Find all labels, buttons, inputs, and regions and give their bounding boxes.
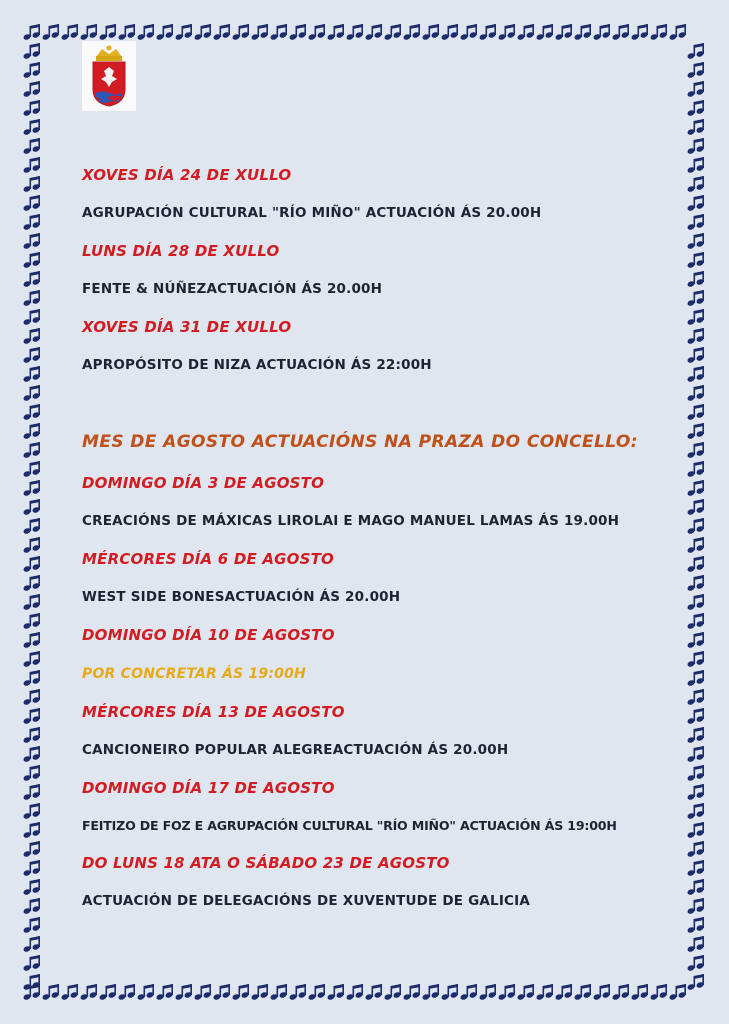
- music-note-icon: [687, 62, 705, 79]
- music-note-icon: [23, 157, 41, 174]
- music-note-icon: [687, 651, 705, 668]
- aug-13-date: MÉRCORES DÍA 13 DE AGOSTO: [82, 703, 345, 721]
- music-note-icon: [687, 271, 705, 288]
- music-note-icon: [687, 689, 705, 706]
- music-note-icon: [23, 765, 41, 782]
- music-note-icon: [327, 984, 345, 1001]
- music-note-icon: [687, 328, 705, 345]
- music-note-icon: [23, 594, 41, 611]
- music-note-icon: [422, 984, 440, 1001]
- music-note-icon: [327, 24, 345, 41]
- music-note-icon: [23, 461, 41, 478]
- music-note-icon: [308, 984, 326, 1001]
- music-note-icon: [23, 366, 41, 383]
- july-24-date: XOVES DÍA 24 DE XULLO: [82, 166, 292, 184]
- music-note-icon: [687, 556, 705, 573]
- music-note-icon: [23, 195, 41, 212]
- music-note-icon: [137, 24, 155, 41]
- music-note-icon: [612, 24, 630, 41]
- music-note-icon: [384, 984, 402, 1001]
- music-note-icon: [687, 955, 705, 972]
- music-note-icon: [61, 24, 79, 41]
- music-note-icon: [479, 984, 497, 1001]
- music-note-icon: [232, 24, 250, 41]
- music-note-icon: [23, 860, 41, 877]
- music-note-icon: [23, 822, 41, 839]
- music-note-icon: [23, 499, 41, 516]
- music-note-icon: [23, 480, 41, 497]
- music-note-icon: [593, 984, 611, 1001]
- music-note-icon: [687, 157, 705, 174]
- music-note-icon: [213, 984, 231, 1001]
- music-note-icon: [687, 81, 705, 98]
- music-note-icon: [687, 138, 705, 155]
- aug-6-event: WEST SIDE BONESACTUACIÓN ÁS 20.00H: [82, 589, 401, 605]
- music-note-icon: [687, 119, 705, 136]
- music-note-icon: [687, 898, 705, 915]
- july-28-event: FENTE & NÚÑEZACTUACIÓN ÁS 20.00H: [82, 281, 383, 297]
- music-note-icon: [99, 984, 117, 1001]
- music-note-icon: [555, 984, 573, 1001]
- music-note-icon: [687, 537, 705, 554]
- music-note-icon: [687, 43, 705, 60]
- music-note-icon: [23, 290, 41, 307]
- music-note-icon: [23, 651, 41, 668]
- aug-6-date: MÉRCORES DÍA 6 DE AGOSTO: [82, 550, 335, 568]
- music-note-icon: [289, 984, 307, 1001]
- music-note-icon: [687, 423, 705, 440]
- music-note-icon: [479, 24, 497, 41]
- music-note-icon: [687, 499, 705, 516]
- music-note-icon: [23, 746, 41, 763]
- music-note-icon: [23, 613, 41, 630]
- music-note-icon: [687, 518, 705, 535]
- music-note-icon: [118, 24, 136, 41]
- music-note-icon: [687, 727, 705, 744]
- music-note-icon: [42, 984, 60, 1001]
- music-note-icon: [687, 100, 705, 117]
- music-note-icon: [687, 442, 705, 459]
- music-note-icon: [536, 24, 554, 41]
- music-note-icon: [384, 24, 402, 41]
- music-note-icon: [23, 176, 41, 193]
- music-note-icon: [365, 24, 383, 41]
- music-note-icon: [118, 984, 136, 1001]
- music-note-icon: [687, 841, 705, 858]
- music-note-icon: [612, 984, 630, 1001]
- music-note-icon: [687, 575, 705, 592]
- music-note-icon: [669, 984, 687, 1001]
- music-note-icon: [23, 43, 41, 60]
- music-note-icon: [574, 24, 592, 41]
- coat-of-arms: [82, 41, 136, 111]
- music-note-icon: [23, 917, 41, 934]
- music-note-icon: [460, 24, 478, 41]
- music-note-icon: [23, 81, 41, 98]
- music-note-icon: [194, 984, 212, 1001]
- music-note-icon: [631, 24, 649, 41]
- music-note-icon: [251, 24, 269, 41]
- music-note-icon: [80, 24, 98, 41]
- music-note-icon: [631, 984, 649, 1001]
- aug-17-event: FEITIZO DE FOZ E AGRUPACIÓN CULTURAL "RÍO MIÑO" ACTUACIÓN ÁS 19:00H: [82, 818, 617, 833]
- music-note-icon: [687, 708, 705, 725]
- music-note-icon: [687, 936, 705, 953]
- music-note-icon: [687, 385, 705, 402]
- music-note-icon: [517, 24, 535, 41]
- music-note-icon: [687, 176, 705, 193]
- music-note-icon: [23, 518, 41, 535]
- music-note-icon: [687, 309, 705, 326]
- music-note-icon: [687, 670, 705, 687]
- aug-18-23-date: DO LUNS 18 ATA O SÁBADO 23 DE AGOSTO: [82, 854, 450, 872]
- music-note-icon: [23, 347, 41, 364]
- music-note-icon: [23, 309, 41, 326]
- july-31-event: APROPÓSITO DE NIZA ACTUACIÓN ÁS 22:00H: [82, 357, 432, 373]
- music-note-icon: [460, 984, 478, 1001]
- music-note-icon: [555, 24, 573, 41]
- music-note-icon: [593, 24, 611, 41]
- music-note-icon: [23, 138, 41, 155]
- music-note-icon: [498, 984, 516, 1001]
- music-note-icon: [687, 480, 705, 497]
- music-note-icon: [23, 214, 41, 231]
- music-note-icon: [194, 24, 212, 41]
- music-note-icon: [213, 24, 231, 41]
- music-note-icon: [687, 613, 705, 630]
- music-note-icon: [23, 119, 41, 136]
- music-note-icon: [61, 984, 79, 1001]
- music-note-icon: [365, 984, 383, 1001]
- music-note-icon: [687, 803, 705, 820]
- music-note-icon: [687, 974, 705, 991]
- music-note-icon: [403, 24, 421, 41]
- music-note-icon: [156, 984, 174, 1001]
- music-note-icon: [23, 252, 41, 269]
- music-note-icon: [687, 461, 705, 478]
- music-note-icon: [23, 233, 41, 250]
- music-note-icon: [517, 984, 535, 1001]
- music-note-icon: [270, 24, 288, 41]
- music-note-icon: [687, 214, 705, 231]
- music-note-icon: [23, 328, 41, 345]
- music-note-icon: [23, 955, 41, 972]
- aug-10-date: DOMINGO DÍA 10 DE AGOSTO: [82, 626, 335, 644]
- aug-3-date: DOMINGO DÍA 3 DE AGOSTO: [82, 474, 325, 492]
- music-note-icon: [23, 803, 41, 820]
- music-note-icon: [23, 442, 41, 459]
- music-note-icon: [687, 917, 705, 934]
- aug-13-event: CANCIONEIRO POPULAR ALEGREACTUACIÓN ÁS 20.00H: [82, 742, 509, 758]
- aug-10-event: POR CONCRETAR ÁS 19:00H: [82, 666, 306, 682]
- music-note-icon: [23, 404, 41, 421]
- music-note-icon: [687, 746, 705, 763]
- music-note-icon: [687, 366, 705, 383]
- august-heading: MES DE AGOSTO ACTUACIÓNS NA PRAZA DO CONCELLO:: [82, 432, 638, 452]
- music-note-icon: [687, 404, 705, 421]
- music-note-icon: [23, 100, 41, 117]
- music-note-icon: [23, 898, 41, 915]
- music-note-icon: [23, 537, 41, 554]
- music-note-icon: [23, 936, 41, 953]
- music-note-icon: [441, 984, 459, 1001]
- music-note-icon: [687, 233, 705, 250]
- music-note-icon: [687, 784, 705, 801]
- music-note-icon: [687, 347, 705, 364]
- music-note-icon: [23, 708, 41, 725]
- music-note-icon: [687, 195, 705, 212]
- music-note-icon: [23, 841, 41, 858]
- music-note-icon: [23, 632, 41, 649]
- music-note-icon: [175, 24, 193, 41]
- music-note-icon: [23, 271, 41, 288]
- music-note-icon: [23, 727, 41, 744]
- music-note-icon: [687, 860, 705, 877]
- music-note-icon: [687, 765, 705, 782]
- music-note-icon: [650, 984, 668, 1001]
- music-note-icon: [687, 879, 705, 896]
- music-note-icon: [289, 24, 307, 41]
- aug-17-date: DOMINGO DÍA 17 DE AGOSTO: [82, 779, 335, 797]
- music-note-icon: [23, 879, 41, 896]
- music-note-icon: [23, 423, 41, 440]
- music-note-icon: [536, 984, 554, 1001]
- music-note-icon: [137, 984, 155, 1001]
- music-note-icon: [650, 24, 668, 41]
- music-note-icon: [23, 24, 41, 41]
- music-note-icon: [669, 24, 687, 41]
- music-note-icon: [346, 24, 364, 41]
- music-note-icon: [687, 290, 705, 307]
- music-note-icon: [346, 984, 364, 1001]
- music-note-icon: [574, 984, 592, 1001]
- music-note-icon: [23, 575, 41, 592]
- music-note-icon: [422, 24, 440, 41]
- music-note-icon: [23, 784, 41, 801]
- july-31-date: XOVES DÍA 31 DE XULLO: [82, 318, 292, 336]
- july-24-event: AGRUPACIÓN CULTURAL "RÍO MIÑO" ACTUACIÓN ÁS 20.00H: [82, 205, 542, 221]
- music-note-icon: [80, 984, 98, 1001]
- music-note-icon: [687, 632, 705, 649]
- july-28-date: LUNS DÍA 28 DE XULLO: [82, 242, 280, 260]
- music-note-icon: [403, 984, 421, 1001]
- music-note-icon: [23, 62, 41, 79]
- music-note-icon: [23, 556, 41, 573]
- music-note-icon: [23, 385, 41, 402]
- music-note-icon: [687, 822, 705, 839]
- music-note-icon: [23, 670, 41, 687]
- music-note-icon: [232, 984, 250, 1001]
- music-note-icon: [441, 24, 459, 41]
- music-note-icon: [99, 24, 117, 41]
- crest-icon: [82, 41, 136, 111]
- music-note-icon: [308, 24, 326, 41]
- aug-18-23-event: ACTUACIÓN DE DELEGACIÓNS DE XUVENTUDE DE GALICIA: [82, 893, 531, 909]
- music-note-icon: [156, 24, 174, 41]
- music-note-icon: [251, 984, 269, 1001]
- music-note-icon: [175, 984, 193, 1001]
- music-note-icon: [687, 594, 705, 611]
- music-note-icon: [498, 24, 516, 41]
- music-note-icon: [42, 24, 60, 41]
- music-note-icon: [687, 252, 705, 269]
- music-note-icon: [270, 984, 288, 1001]
- aug-3-event: CREACIÓNS DE MÁXICAS LIROLAI E MAGO MANUEL LAMAS ÁS 19.00H: [82, 513, 620, 529]
- music-note-icon: [23, 689, 41, 706]
